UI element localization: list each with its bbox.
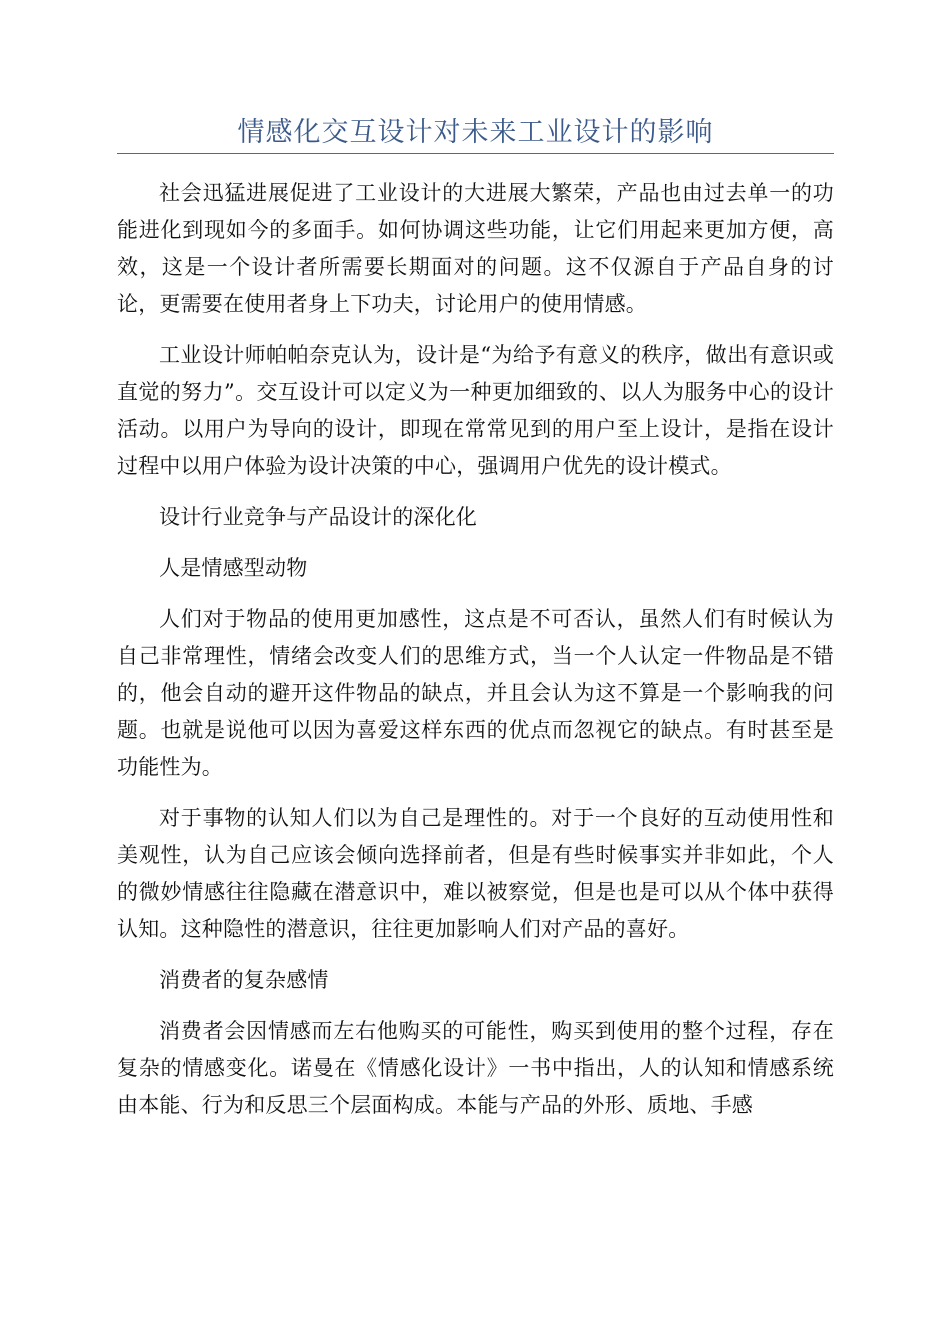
title-underline — [117, 153, 834, 154]
document-title: 情感化交互设计对未来工业设计的影响 — [237, 117, 714, 148]
paragraph: 工业设计师帕帕奈克认为，设计是“为给予有意义的秩序，做出有意识或直觉的努力”。交互设计可以定义为一种更加细致的、以人为服务中心的设计活动。以用户为导向的设计，即现在常常见到的用户至上设计，是指在设计过程中以用户体验为设计决策的中心，强调用户优先的设计模式。 — [117, 343, 834, 478]
document-body — [117, 175, 834, 1138]
paragraph: 消费者会因情感而左右他购买的可能性，购买到使用的整个过程，存在复杂的情感变化。诺曼在《情感化设计》一书中指出，人的认知和情感系统由本能、行为和反思三个层面构成。本能与产品的外形、质地、手感 — [117, 1019, 834, 1117]
section-heading: 人是情感型动物 — [159, 556, 308, 580]
section-heading: 消费者的复杂感情 — [159, 968, 329, 992]
paragraph: 人们对于物品的使用更加感性，这点是不可否认，虽然人们有时候认为自己非常理性，情绪会改变人们的思维方式，当一个人认定一件物品是不错的，他会自动的避开这件物品的缺点，并且会认为这不算是一个影响我的问题。也就是说他可以因为喜爱这样东西的优点而忽视它的缺点。有时甚至是功能性为。 — [117, 607, 834, 779]
paragraph: 社会迅猛进展促进了工业设计的大进展大繁荣，产品也由过去单一的功能进化到现如今的多面手。如何协调这些功能，让它们用起来更加方便，高效，这是一个设计者所需要长期面对的问题。这不仅源自于产品自身的讨论，更需要在使用者身上下功夫，讨论用户的使用情感。 — [117, 181, 834, 316]
paragraph: 对于事物的认知人们以为自己是理性的。对于一个良好的互动使用性和美观性，认为自己应该会倾向选择前者，但是有些时候事实并非如此，个人的微妙情感往往隐藏在潜意识中，难以被察觉，但是也是可以从个体中获得认知。这种隐性的潜意识，往往更加影响人们对产品的喜好。 — [117, 806, 834, 941]
section-heading: 设计行业竞争与产品设计的深化化 — [159, 505, 477, 529]
